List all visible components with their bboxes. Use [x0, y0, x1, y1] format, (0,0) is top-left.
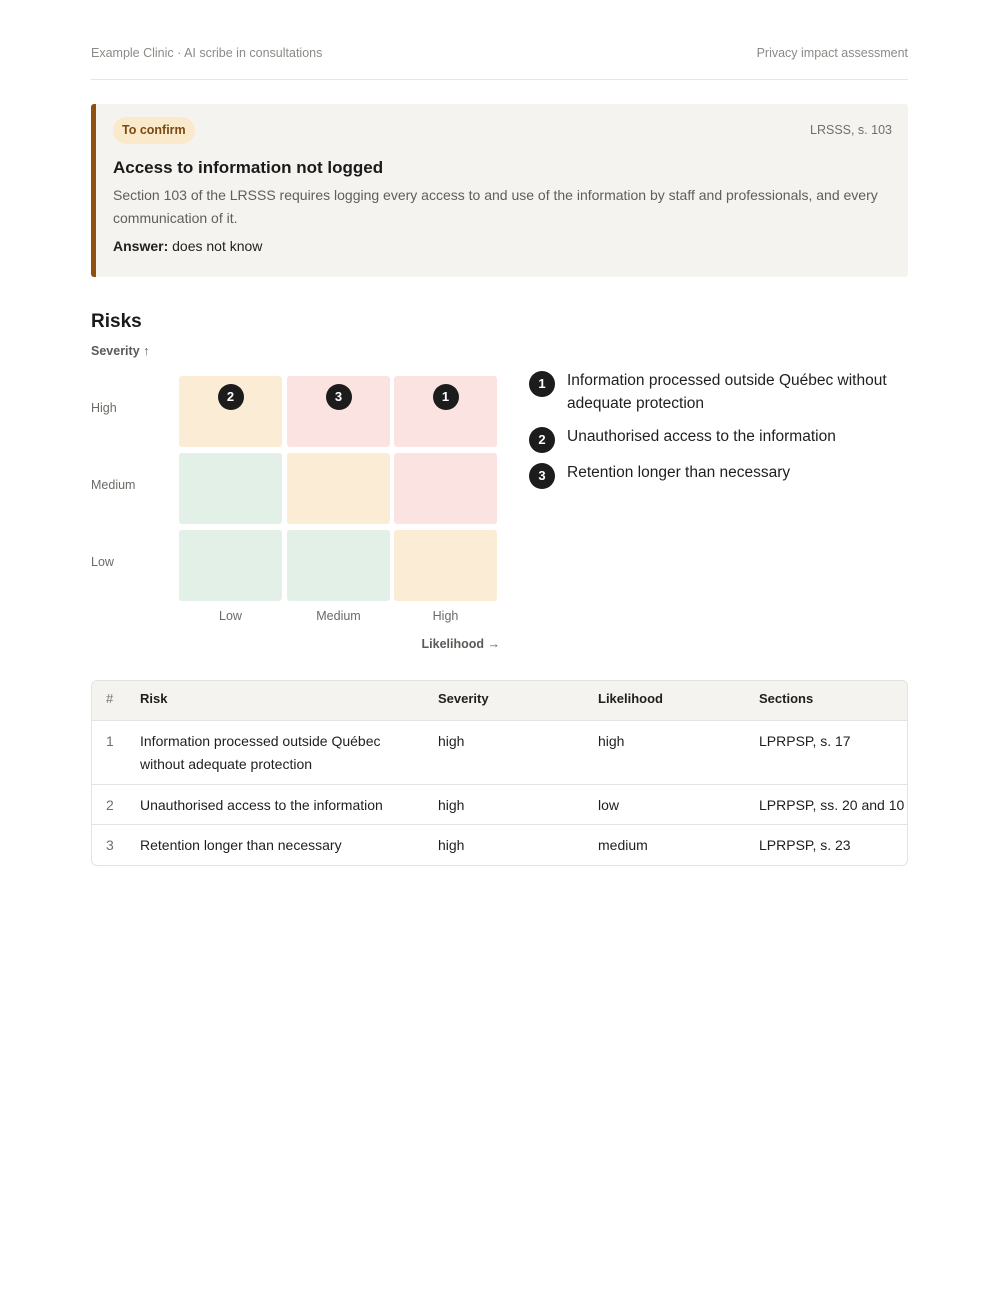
- cell-likelihood: medium: [598, 837, 648, 853]
- matrix-cell-low-severity-medium-likelihood: [287, 530, 390, 601]
- legend-text: Information processed outside Québec without adequate protection: [567, 372, 887, 412]
- cell-sections: LPRPSP, ss. 20 and 10: [759, 797, 905, 813]
- severity-axis-label: Severity ↑: [91, 344, 150, 358]
- cell-sections: LPRPSP, s. 23: [759, 837, 851, 853]
- cell-likelihood: high: [598, 733, 625, 749]
- table-row: [92, 785, 907, 825]
- column-header-likelihood: Likelihood: [598, 691, 663, 706]
- page-header: [91, 46, 908, 80]
- section-title-risks: Risks: [91, 311, 142, 332]
- legend-item: [529, 425, 909, 451]
- matrix-cell-medium-severity-medium-likelihood: [287, 453, 390, 524]
- column-label-high: High: [432, 609, 459, 623]
- cell-risk: Information processed outside Québec without adequate protection: [140, 733, 381, 772]
- column-header-sections: Sections: [759, 691, 814, 706]
- cell-severity: high: [438, 733, 465, 749]
- header-document-type: Privacy impact assessment: [756, 46, 908, 60]
- legend-number: 1: [529, 371, 555, 397]
- row-label-low: Low: [91, 555, 114, 569]
- matrix-marker-1: 1: [433, 384, 459, 410]
- confirmation-callout: [91, 104, 908, 277]
- column-label-low: Low: [219, 609, 242, 623]
- column-header-risk: Risk: [140, 691, 168, 706]
- cell-risk: Retention longer than necessary: [140, 837, 342, 853]
- column-header-number: #: [106, 691, 114, 706]
- table-row: [92, 825, 907, 866]
- risk-table: [91, 680, 908, 866]
- cell-sections: LPRPSP, s. 17: [759, 733, 851, 749]
- table-row: [92, 721, 907, 785]
- header-context: Example Clinic · AI scribe in consultations: [91, 46, 323, 60]
- matrix-marker-2: 2: [218, 384, 244, 410]
- matrix-marker-3: 3: [326, 384, 352, 410]
- answer-value: does not know: [172, 238, 263, 254]
- table-header: [92, 681, 907, 721]
- matrix-cell-low-severity-low-likelihood: [179, 530, 282, 601]
- cell-likelihood: low: [598, 797, 620, 813]
- column-label-medium: Medium: [316, 609, 361, 623]
- legend-text: Unauthorised access to the information: [567, 428, 836, 445]
- callout-title: Access to information not logged: [113, 158, 384, 177]
- matrix-cell-medium-severity-high-likelihood: [394, 453, 497, 524]
- cell-severity: high: [438, 837, 465, 853]
- legend-item: [529, 461, 909, 487]
- legend-text: Retention longer than necessary: [567, 464, 791, 481]
- legend-number: 2: [529, 427, 555, 453]
- row-label-medium: Medium: [91, 478, 136, 492]
- cell-severity: high: [438, 797, 465, 813]
- answer-label: Answer:: [113, 238, 169, 254]
- column-header-severity: Severity: [438, 691, 489, 706]
- matrix-cell-medium-severity-low-likelihood: [179, 453, 282, 524]
- cell-number: 2: [106, 797, 114, 813]
- callout-body: Section 103 of the LRSSS requires logging every access to and use of the information by staff and professionals, and every communication of it.: [113, 187, 878, 226]
- matrix-cell-low-severity-high-likelihood: [394, 530, 497, 601]
- cell-risk: Unauthorised access to the information: [140, 797, 383, 813]
- callout-reference: LRSSS, s. 103: [810, 123, 892, 137]
- status-badge: To confirm: [113, 117, 195, 144]
- cell-number: 3: [106, 837, 114, 853]
- likelihood-axis-label: Likelihood →: [421, 637, 500, 651]
- row-label-high: High: [91, 401, 117, 415]
- cell-number: 1: [106, 733, 114, 749]
- legend-item: [529, 369, 909, 415]
- callout-answer: [113, 238, 262, 254]
- legend-number: 3: [529, 463, 555, 489]
